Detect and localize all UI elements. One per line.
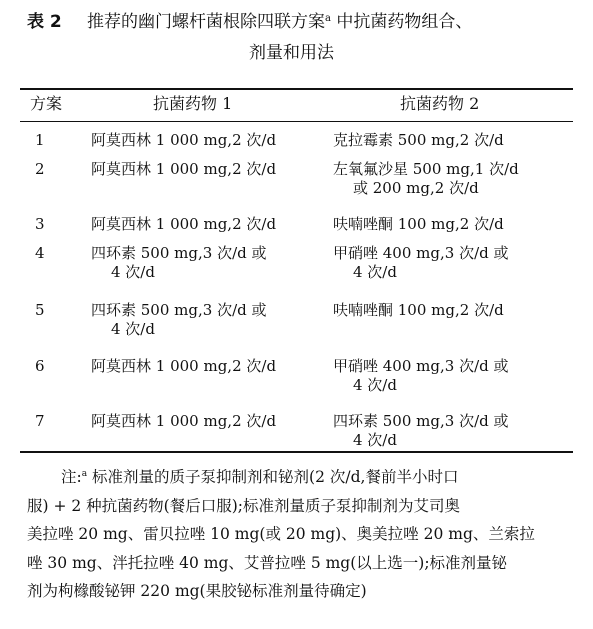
table-caption bbox=[27, 4, 587, 63]
cell-drug2-continued: 4 次/d bbox=[353, 431, 397, 449]
cell-scheme: 4 bbox=[35, 244, 45, 262]
cell-drug2: 甲硝唑 400 mg,3 次/d 或 bbox=[333, 244, 509, 262]
cell-drug2-continued: 4 次/d bbox=[353, 263, 397, 281]
cell-drug2: 左氧氟沙星 500 mg,1 次/d bbox=[333, 160, 519, 178]
table-bottom-rule bbox=[20, 451, 573, 453]
cell-drug1-continued: 4 次/d bbox=[111, 263, 155, 281]
footnote-marker: a bbox=[81, 469, 88, 479]
table-title-part2: 中抗菌药物组合、 bbox=[330, 12, 473, 32]
cell-drug2: 呋喃唑酮 100 mg,2 次/d bbox=[333, 215, 504, 233]
cell-drug1-continued: 4 次/d bbox=[111, 320, 155, 338]
cell-scheme: 5 bbox=[35, 301, 45, 319]
cell-drug2: 克拉霉素 500 mg,2 次/d bbox=[333, 131, 504, 149]
cell-drug2-continued: 或 200 mg,2 次/d bbox=[353, 179, 479, 197]
cell-drug1: 四环素 500 mg,3 次/d 或 bbox=[91, 301, 267, 319]
footnote-text: 标准剂量的质子泵抑制剂和铋剂(2 次/d,餐前半小时口 bbox=[87, 468, 459, 486]
table-title-line2: 剂量和用法 bbox=[249, 43, 334, 63]
footnote-line: 美拉唑 20 mg、雷贝拉唑 10 mg(或 20 mg)、奥美拉唑 20 mg、兰索拉 bbox=[27, 525, 535, 543]
footnote-line: 服) + 2 种抗菌药物(餐后口服);标准剂量质子泵抑制剂为艾司奥 bbox=[27, 496, 460, 515]
header-drug1: 抗菌药物 1 bbox=[153, 94, 233, 113]
cell-scheme: 6 bbox=[35, 357, 45, 375]
cell-drug2: 四环素 500 mg,3 次/d 或 bbox=[333, 412, 509, 430]
cell-scheme: 7 bbox=[35, 412, 45, 430]
table-top-rule bbox=[20, 88, 573, 90]
header-scheme: 方案 bbox=[30, 94, 63, 113]
table-title-part1: 推荐的幽门螺杆菌根除四联方案 bbox=[87, 12, 325, 32]
footnote-line bbox=[27, 460, 572, 492]
header-drug2: 抗菌药物 2 bbox=[400, 94, 480, 113]
cell-drug2: 甲硝唑 400 mg,3 次/d 或 bbox=[333, 357, 509, 375]
cell-drug2: 呋喃唑酮 100 mg,2 次/d bbox=[333, 301, 504, 319]
cell-drug1: 阿莫西林 1 000 mg,2 次/d bbox=[91, 412, 277, 430]
cell-scheme: 3 bbox=[35, 215, 45, 233]
table-footnote bbox=[27, 460, 572, 606]
cell-drug1: 四环素 500 mg,3 次/d 或 bbox=[91, 244, 267, 262]
cell-drug2-continued: 4 次/d bbox=[353, 376, 397, 394]
table-number: 表 2 bbox=[27, 12, 62, 32]
footnote-prefix: 注: bbox=[61, 468, 82, 486]
title-footnote-marker: a bbox=[325, 13, 331, 24]
footnote-line: 剂为枸橼酸铋钾 220 mg(果胶铋标准剂量待确定) bbox=[27, 582, 367, 600]
table-header-rule bbox=[20, 121, 573, 122]
cell-drug1: 阿莫西林 1 000 mg,2 次/d bbox=[91, 160, 277, 178]
footnote-line: 唑 30 mg、泮托拉唑 40 mg、艾普拉唑 5 mg(以上选一);标准剂量铋 bbox=[27, 553, 508, 572]
cell-scheme: 1 bbox=[35, 131, 45, 149]
cell-scheme: 2 bbox=[35, 160, 45, 178]
cell-drug1: 阿莫西林 1 000 mg,2 次/d bbox=[91, 215, 277, 233]
cell-drug1: 阿莫西林 1 000 mg,2 次/d bbox=[91, 131, 277, 149]
cell-drug1: 阿莫西林 1 000 mg,2 次/d bbox=[91, 357, 277, 375]
